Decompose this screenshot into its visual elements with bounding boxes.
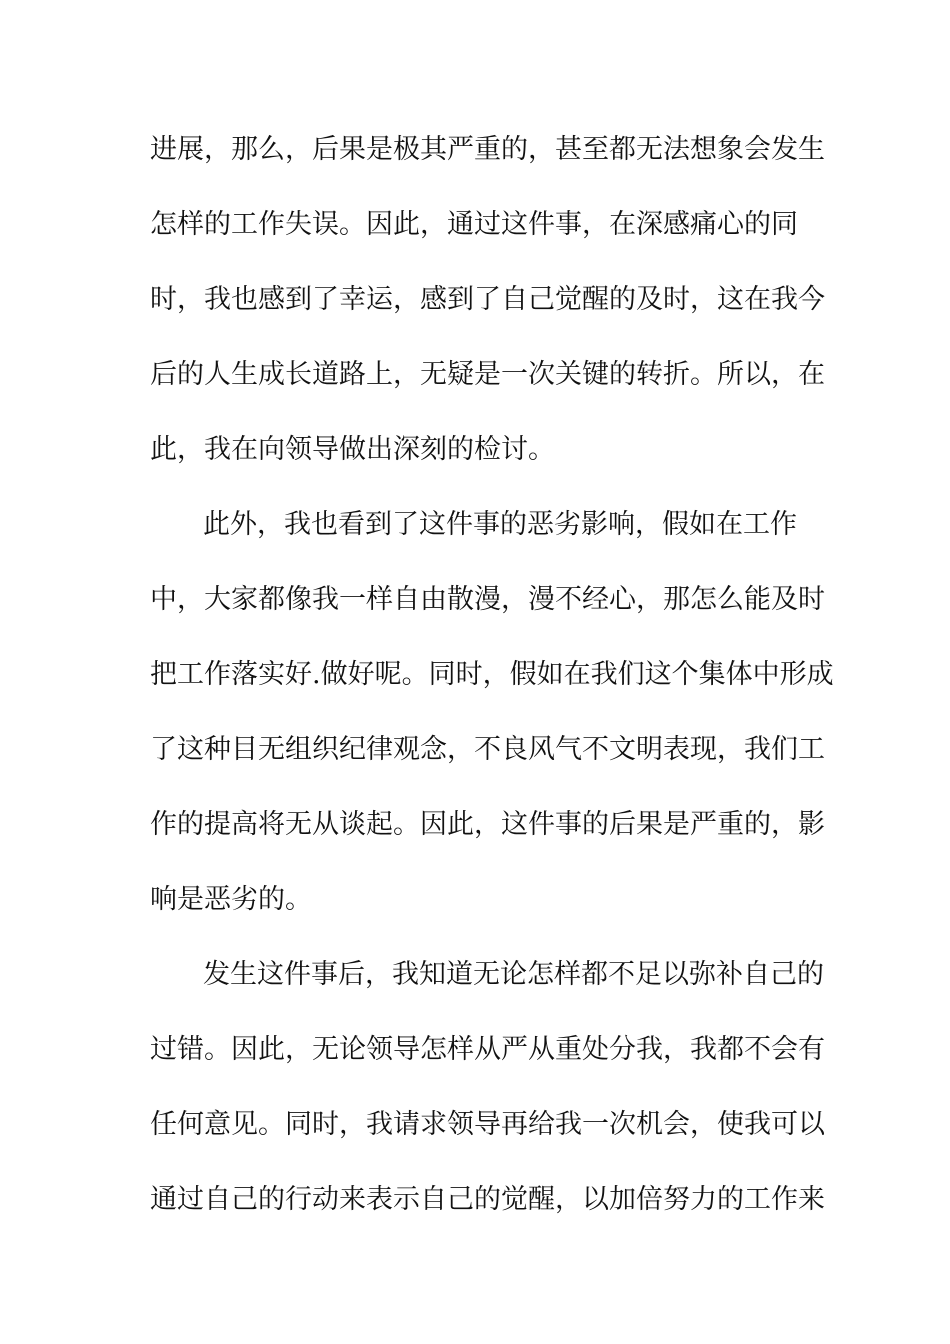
text-line: 任何意见。同时，我请求领导再给我一次机会，使我可以 [150,1109,825,1140]
text-line: 作的提高将无从谈起。因此，这件事的后果是严重的，影 [150,809,825,840]
text-line: 怎样的工作失误。因此，通过这件事，在深感痛心的同 [150,209,798,240]
text-line: 响是恶劣的。 [150,884,312,915]
paragraph-first-line: 此外，我也看到了这件事的恶劣影响，假如在工作 [203,509,797,540]
text-line: 把工作落实好.做好呢。同时，假如在我们这个集体中形成 [150,659,834,690]
text-line: 通过自己的行动来表示自己的觉醒，以加倍努力的工作来 [150,1184,825,1215]
text-line: 时，我也感到了幸运，感到了自己觉醒的及时，这在我今 [150,284,825,315]
paragraph-first-line: 发生这件事后，我知道无论怎样都不足以弥补自己的 [203,959,824,990]
text-line: 后的人生成长道路上，无疑是一次关键的转折。所以，在 [150,359,825,390]
text-line: 了这种目无组织纪律观念，不良风气不文明表现，我们工 [150,734,825,765]
text-line: 中，大家都像我一样自由散漫，漫不经心，那怎么能及时 [150,584,825,615]
text-line: 过错。因此，无论领导怎样从严从重处分我，我都不会有 [150,1034,825,1065]
text-line: 此，我在向领导做出深刻的检讨。 [150,434,555,465]
text-line: 进展，那么，后果是极其严重的，甚至都无法想象会发生 [150,134,825,165]
